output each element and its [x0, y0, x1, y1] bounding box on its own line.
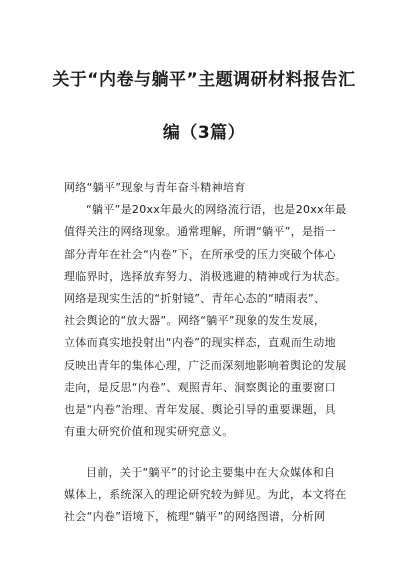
document-title-line-2: 编（3篇） — [162, 123, 246, 143]
section-2 — [64, 462, 356, 529]
section-1 — [64, 177, 356, 443]
section-heading: 网络“躺平”现象与青年奋斗精神培育 — [64, 181, 246, 194]
paragraph-line: 走向，是反思“内卷”、观照青年、洞察舆论的重要窗口 — [64, 380, 336, 394]
paragraph-line: 部分青年在社会“内卷”下，在所承受的压力突破个体心 — [64, 247, 336, 261]
paragraph-line: 立体而真实地投射出“内卷”的现实样态，直观而生动地 — [64, 336, 336, 350]
paragraph-line: 社会“内卷”语境下，梳理“躺平”的网络图谱，分析网 — [64, 510, 326, 524]
paragraph-line: 目前，关于“躺平”的讨论主要集中在大众媒体和自 — [86, 466, 336, 479]
paragraph-line: “躺平”是20xx年最火的网络流行语，也是20xx年最 — [86, 203, 347, 217]
paragraph-line: 媒体上，系统深入的理论研究较为鲜见。为此，本文将在 — [64, 488, 347, 502]
paragraph-line: 值得关注的网络现象。通常理解，所谓“躺平”，是指一 — [64, 225, 336, 239]
document-title-line-1: 关于“内卷与躺平”主题调研材料报告汇 — [52, 70, 356, 90]
paragraph-line: 网络是现实生活的“折射镜”、青年心态的“晴雨表”、 — [64, 292, 326, 306]
paragraph-line: 有重大研究价值和现实研究意义。 — [64, 425, 234, 439]
paragraph-line: 理临界时，选择放弃努力、消极逃避的精神或行为状态。 — [64, 269, 347, 283]
paragraph-line: 反映出青年的集体心理，广泛而深刻地影响着舆论的发展 — [64, 358, 347, 372]
paragraph-line: 社会舆论的“放大器”。网络“躺平”现象的发生发展， — [64, 314, 326, 328]
paragraph-line: 也是“内卷”治理、青年发展、舆论引导的重要课题，具 — [64, 403, 336, 417]
